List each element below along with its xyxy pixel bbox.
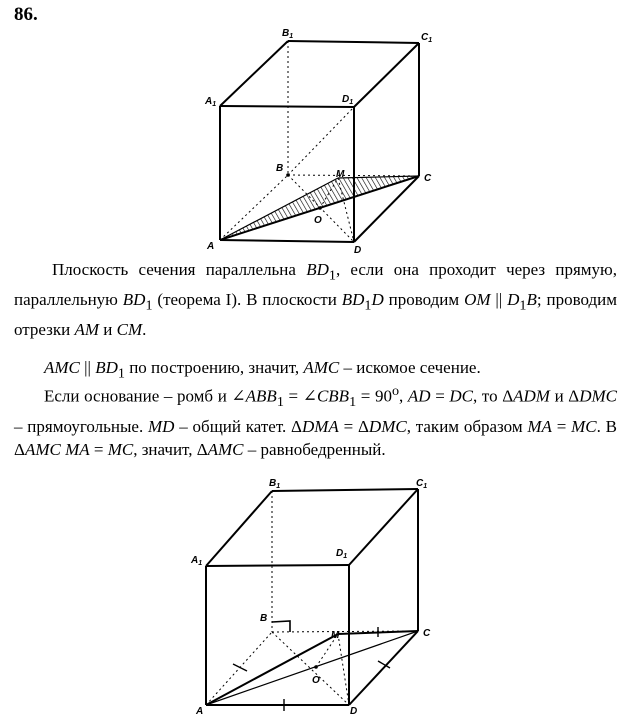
- right-angle-mark: [272, 621, 290, 632]
- point-o-dot: [314, 665, 318, 669]
- label-b: B: [260, 613, 268, 624]
- label-d: D: [350, 706, 358, 717]
- point-b-dot: [286, 173, 290, 177]
- edge-d-c: [349, 631, 418, 705]
- segment-a-m: [206, 634, 338, 705]
- edge-a1-d1: [206, 565, 349, 566]
- label-c: C: [424, 173, 432, 184]
- edge-c1-d1: [354, 43, 419, 107]
- prism-figure-2: [0, 470, 629, 719]
- label-a: A: [207, 241, 215, 252]
- label-o: O: [314, 215, 322, 226]
- edge-a1-b1: [220, 41, 288, 106]
- edge-a1-b1: [206, 491, 272, 566]
- edge-b1-c1: [288, 41, 419, 43]
- label-b: B: [276, 163, 284, 174]
- label-a1: $A_1$: [191, 555, 203, 567]
- label-d: D: [354, 245, 362, 256]
- point-o-dot: [318, 206, 322, 210]
- edge-c1-d1: [349, 489, 418, 565]
- label-b1: $B_1$: [282, 28, 294, 40]
- label-m: M: [331, 630, 340, 641]
- tick-mark-ab: [233, 664, 247, 671]
- label-d1: $D_1$: [336, 548, 348, 560]
- hidden-edge-a-b: [220, 175, 288, 240]
- hidden-edge-b-c: [288, 175, 419, 176]
- segment-a-c: [206, 631, 418, 705]
- paragraph-rhombus-proof: Если основание – ромб и $\angle ABB_1$ = $\angle CBB_1 = 90^o$, AD = DC, то ΔADM и ΔDMC – прямоугольные. MD – общий катет. ΔDMA = ΔDMC, таким образом MA = MC. В ΔAMC MA = MC, значит, ΔAMC – равнобедренный.: [14, 383, 618, 460]
- label-a: A: [196, 706, 204, 717]
- hidden-segment-m-d: [338, 634, 349, 705]
- label-m: M: [336, 169, 345, 180]
- label-c: C: [423, 628, 431, 639]
- label-c1: $C_1$: [416, 478, 428, 490]
- label-o: O: [312, 675, 320, 686]
- prism-figure-1: [0, 20, 629, 260]
- label-d1: $D_1$: [342, 94, 354, 106]
- hidden-diagonal-b-d1: [288, 107, 354, 175]
- problem-number: 86.: [14, 4, 38, 25]
- label-c1: $C_1$: [421, 32, 433, 44]
- paragraph-section-plane: Плоскость сечения параллельна $BD_1$, если она проходит через прямую, параллельную $BD_1$ (теорема I). В плоскости $BD_1D$ проводим OM || $D_1B$; проводим отрезки AM и CM.: [14, 260, 617, 339]
- label-b1: $B_1$: [269, 478, 281, 490]
- paragraph-amc-section: AMC || $BD_1$ по построению, значит, AMC – искомое сечение.: [44, 358, 481, 382]
- edge-b1-c1: [272, 489, 418, 491]
- edge-a1-d1: [220, 106, 354, 107]
- edge-a-d: [220, 240, 354, 242]
- label-a1: $A_1$: [205, 96, 217, 108]
